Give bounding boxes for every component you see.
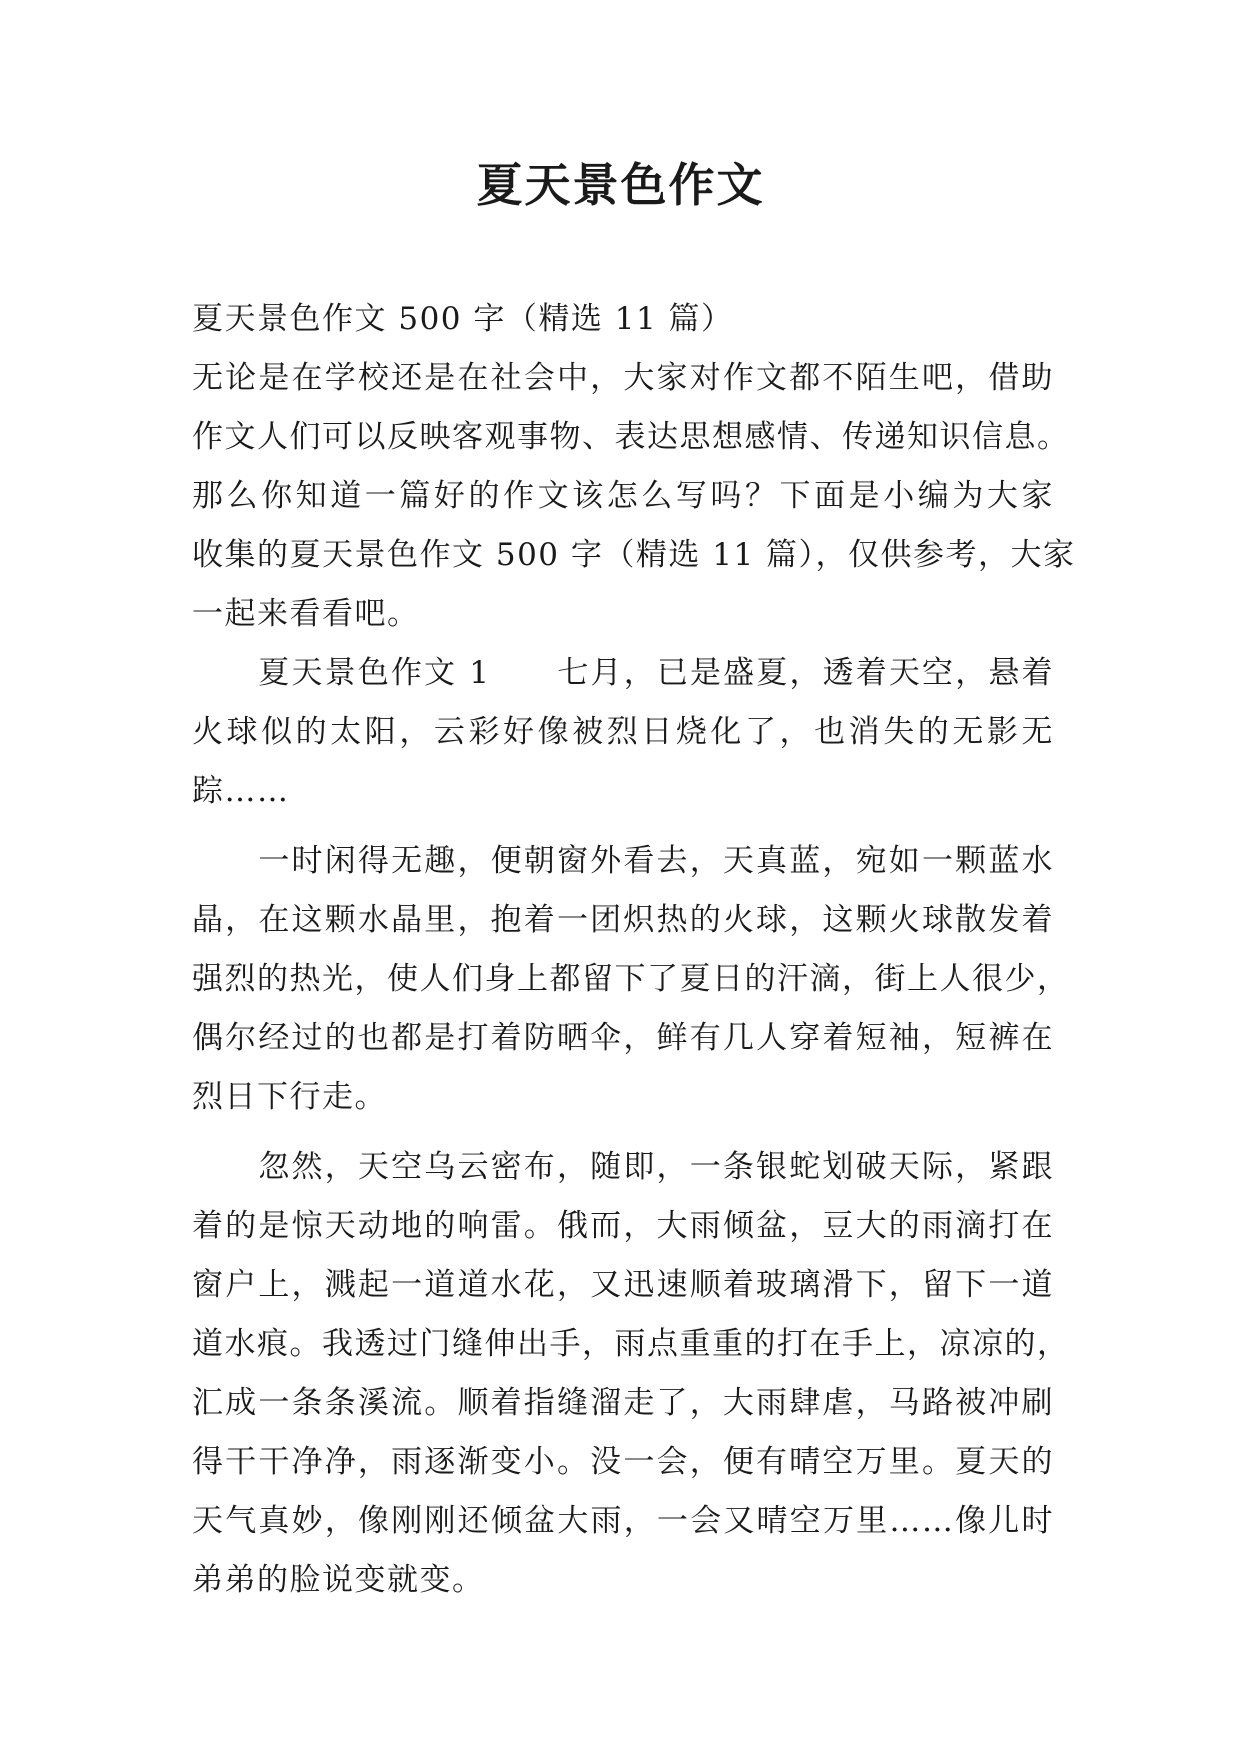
text-line: 一起来看看吧。 — [192, 596, 420, 632]
text-line: 天气真妙，像刚刚还倾盆大雨，一会又晴空万里……像儿时 — [192, 1503, 1054, 1539]
text-line: 夏天景色作文 1 七月，已是盛夏，透着天空，悬着 — [192, 655, 1054, 691]
text-line: 作文人们可以反映客观事物、表达思想感情、传递知识信息。 — [192, 419, 1070, 455]
text-line: 强烈的热光，使人们身上都留下了夏日的汗滴，街上人很少， — [192, 961, 1070, 997]
text-line: 夏天景色作文 500 字（精选 11 篇） — [192, 301, 734, 337]
document-body — [192, 290, 1076, 1610]
text-line: 晶，在这颗水晶里，抱着一团炽热的火球，这颗火球散发着 — [192, 902, 1054, 938]
text-line: 着的是惊天动地的响雷。俄而，大雨倾盆，豆大的雨滴打在 — [192, 1208, 1054, 1244]
text-line: 烈日下行走。 — [192, 1079, 387, 1115]
paragraph-gap — [192, 821, 1054, 832]
text-line: 火球似的太阳，云彩好像被烈日烧化了，也消失的无影无 — [192, 714, 1054, 750]
text-line: 偶尔经过的也都是打着防晒伞，鲜有几人穿着短袖，短裤在 — [192, 1020, 1054, 1056]
text-line: 汇成一条条溪流。顺着指缝溜走了，大雨肆虐，马路被冲刷 — [192, 1385, 1054, 1421]
text-line: 忽然，天空乌云密布，随即，一条银蛇划破天际，紧跟 — [192, 1149, 1054, 1185]
text-line: 收集的夏天景色作文 500 字（精选 11 篇），仅供参考，大家 — [192, 537, 1076, 573]
document-title: 夏天景色作文 — [476, 158, 765, 212]
text-line: 踪…… — [192, 773, 290, 809]
text-line: 一时闲得无趣，便朝窗外看去，天真蓝，宛如一颗蓝水 — [192, 843, 1054, 879]
text-line: 道水痕。我透过门缝伸出手，雨点重重的打在手上，凉凉的， — [192, 1326, 1070, 1362]
text-line: 得干干净净，雨逐渐变小。没一会，便有晴空万里。夏天的 — [192, 1444, 1054, 1480]
text-line: 那么你知道一篇好的作文该怎么写吗？下面是小编为大家 — [192, 478, 1054, 514]
text-line: 窗户上，溅起一道道水花，又迅速顺着玻璃滑下，留下一道 — [192, 1267, 1054, 1303]
paragraph-gap — [192, 1127, 1054, 1138]
text-line: 无论是在学校还是在社会中，大家对作文都不陌生吧，借助 — [192, 360, 1054, 396]
text-line: 弟弟的脸说变就变。 — [192, 1562, 485, 1598]
